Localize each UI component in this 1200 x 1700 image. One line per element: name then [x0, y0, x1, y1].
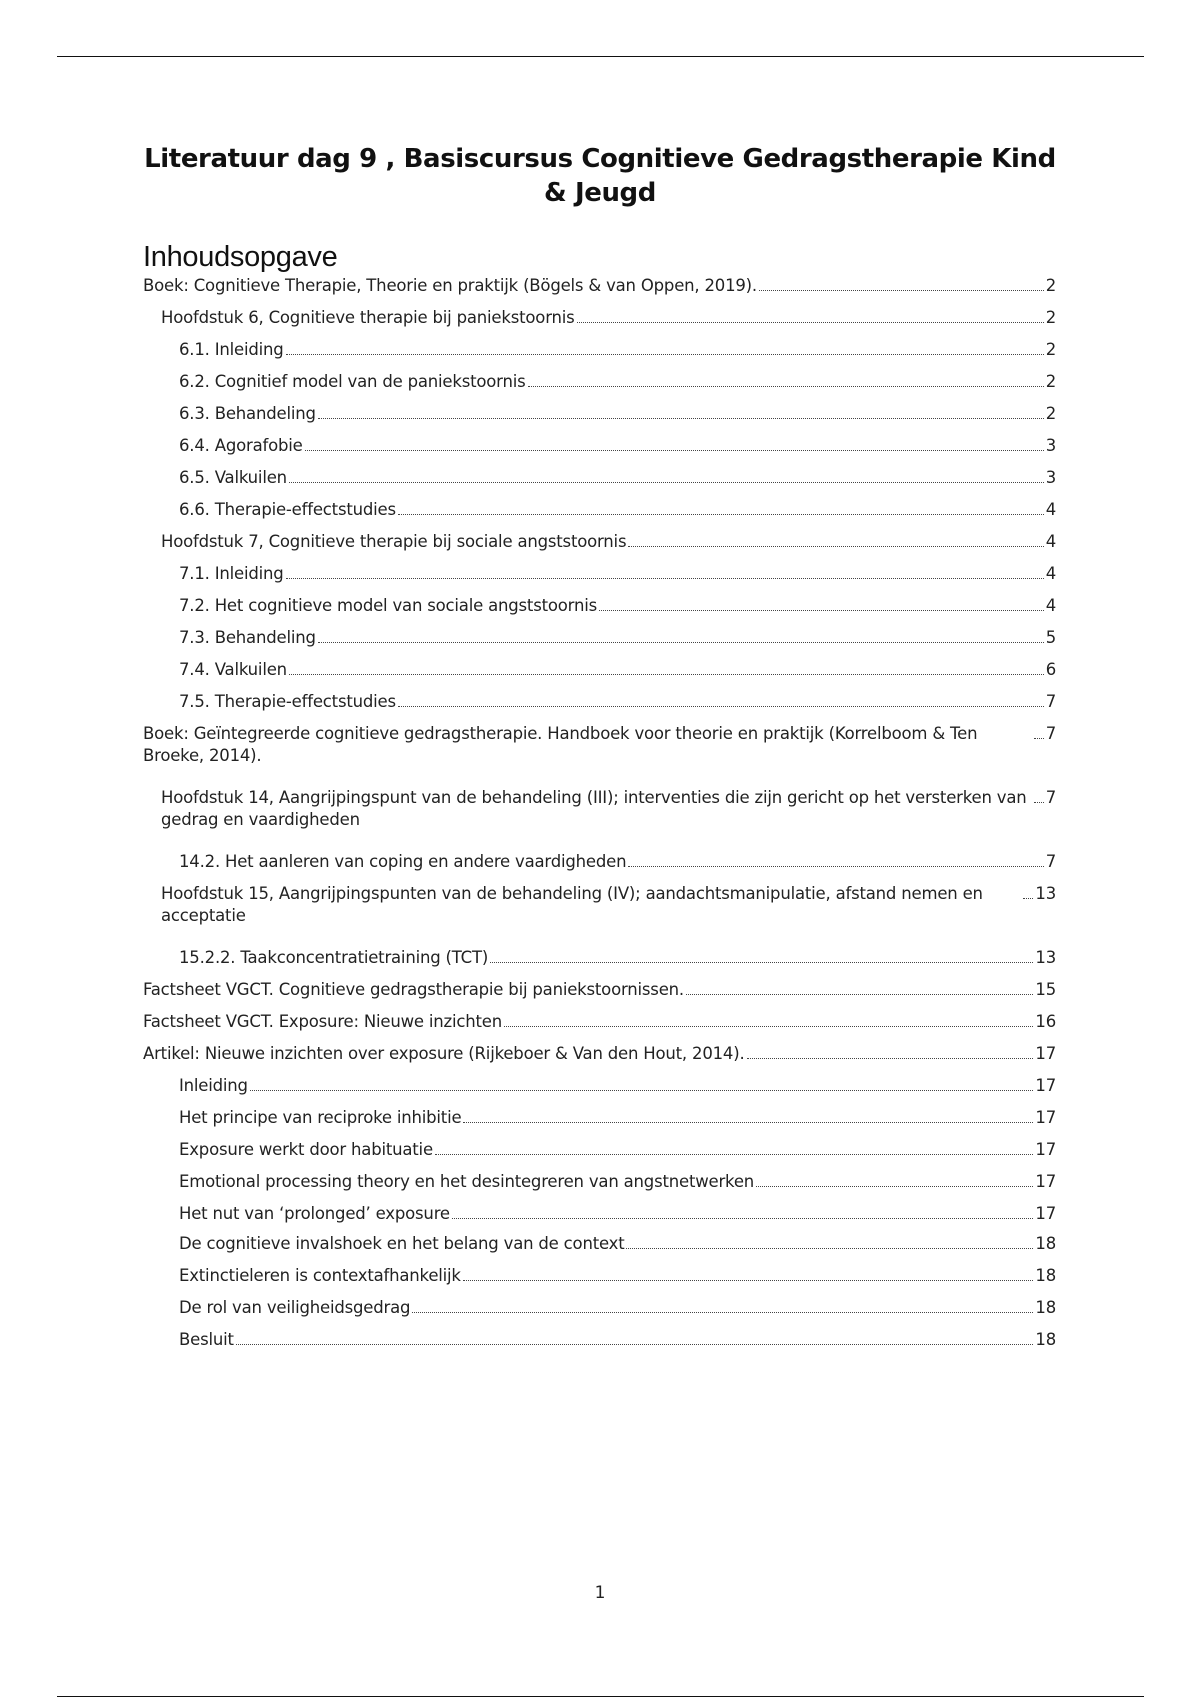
- toc-entry[interactable]: [143, 275, 1056, 297]
- toc-entry[interactable]: [179, 595, 1056, 617]
- toc-entry-page: 4: [1045, 596, 1056, 615]
- toc-entry-page: 17: [1035, 1172, 1056, 1191]
- toc-entry-title: Het principe van reciproke inhibitie: [179, 1108, 462, 1127]
- toc-heading: Inhoudsopgave: [143, 241, 338, 273]
- toc-leader-dots: [286, 354, 1044, 355]
- toc-entry-title: Besluit: [179, 1330, 234, 1349]
- toc-entry-title: Artikel: Nieuwe inzichten over exposure (Rijkeboer & Van den Hout, 2014).: [143, 1044, 745, 1063]
- toc-entry-title: 15.2.2. Taakconcentratietraining (TCT): [179, 948, 489, 967]
- toc-entry[interactable]: [179, 403, 1056, 425]
- toc-entry-title: 7.4. Valkuilen: [179, 660, 287, 679]
- document-title: Literatuur dag 9 , Basiscursus Cognitieve Gedragstherapie Kind & Jeugd: [144, 144, 1056, 208]
- toc-entry-page: 2: [1045, 340, 1056, 359]
- toc-entry-title: Hoofdstuk 15, Aangrijpingspunten van de behandeling (IV); aandachtsmanipulatie, afstand nemen en acceptatie: [161, 884, 983, 925]
- toc-entry[interactable]: [179, 659, 1056, 681]
- toc-entry-page: 4: [1045, 500, 1056, 519]
- toc-leader-dots: [759, 290, 1044, 291]
- toc-entry[interactable]: [179, 691, 1056, 713]
- toc-entry[interactable]: [179, 435, 1056, 457]
- toc-entry-page: 4: [1045, 532, 1056, 551]
- toc-leader-dots: [628, 866, 1043, 867]
- toc-entry-page: 18: [1035, 1330, 1056, 1349]
- toc-leader-dots: [463, 1280, 1034, 1281]
- toc-entry[interactable]: [143, 1011, 1056, 1033]
- toc-entry-title: 6.3. Behandeling: [179, 404, 316, 423]
- toc-entry-page: 13: [1035, 948, 1056, 967]
- toc-entry-page: 7: [1045, 852, 1056, 871]
- toc-entry-title: De cognitieve invalshoek en het belang van de context: [179, 1234, 625, 1253]
- toc-entry[interactable]: [179, 339, 1056, 361]
- toc-entry-page: 13: [1035, 884, 1056, 903]
- toc-entry-title: 7.5. Therapie-effectstudies: [179, 692, 396, 711]
- toc-leader-dots: [435, 1154, 1033, 1155]
- toc-entry-title: 7.2. Het cognitieve model van sociale angststoornis: [179, 596, 597, 615]
- toc-entry[interactable]: [179, 947, 1056, 969]
- toc-entry[interactable]: [179, 1107, 1056, 1129]
- toc-leader-dots: [599, 610, 1044, 611]
- toc-entry-title: Het nut van ‘prolonged’ exposure: [179, 1204, 450, 1223]
- toc-entry[interactable]: [179, 627, 1056, 649]
- page-number: 1: [594, 1583, 606, 1603]
- toc-entry-title: 6.2. Cognitief model van de paniekstoornis: [179, 372, 526, 391]
- toc-leader-dots: [756, 1186, 1033, 1187]
- toc-entry[interactable]: [161, 307, 1056, 329]
- toc-leader-dots: [628, 546, 1043, 547]
- toc-entry[interactable]: [143, 1043, 1056, 1065]
- toc-entry-page: 17: [1035, 1108, 1056, 1127]
- toc-leader-dots: [490, 962, 1033, 963]
- toc-leader-dots: [318, 418, 1044, 419]
- toc-entry-page: 7: [1045, 724, 1056, 743]
- toc-entry-title: Boek: Geïntegreerde cognitieve gedragstherapie. Handboek voor theorie en praktijk (Korrelboom & Ten Broeke, 2014).: [143, 724, 978, 765]
- toc-leader-dots: [463, 1122, 1033, 1123]
- toc-leader-dots: [1034, 802, 1044, 803]
- toc-entry-title: 6.6. Therapie-effectstudies: [179, 500, 396, 519]
- toc-entry-title: Boek: Cognitieve Therapie, Theorie en praktijk (Bögels & van Oppen, 2019).: [143, 276, 757, 295]
- toc-entry-title: 6.4. Agorafobie: [179, 436, 303, 455]
- toc-entry[interactable]: [179, 1233, 1056, 1255]
- toc-entry-page: 17: [1035, 1204, 1056, 1223]
- toc-entry-page: 7: [1045, 788, 1056, 807]
- toc-entry-page: 3: [1045, 468, 1056, 487]
- toc-entry-page: 18: [1035, 1298, 1056, 1317]
- toc-entry-page: 2: [1045, 372, 1056, 391]
- toc-entry[interactable]: [179, 371, 1056, 393]
- toc-leader-dots: [305, 450, 1044, 451]
- toc-entry[interactable]: [179, 1265, 1056, 1287]
- toc-leader-dots: [528, 386, 1044, 387]
- toc-entry[interactable]: [179, 1139, 1056, 1161]
- toc-entry[interactable]: [179, 499, 1056, 521]
- toc-entry-page: 2: [1045, 308, 1056, 327]
- toc-leader-dots: [236, 1344, 1034, 1345]
- toc-entry[interactable]: [179, 563, 1056, 585]
- toc-leader-dots: [318, 642, 1044, 643]
- toc-entry-page: 17: [1035, 1076, 1056, 1095]
- toc-entry-title: 6.5. Valkuilen: [179, 468, 287, 487]
- toc-entry-title: Hoofdstuk 6, Cognitieve therapie bij paniekstoornis: [161, 308, 575, 327]
- toc-leader-dots: [250, 1090, 1034, 1091]
- toc-entry-title: 7.1. Inleiding: [179, 564, 284, 583]
- toc-entry-title: 7.3. Behandeling: [179, 628, 316, 647]
- toc-entry-title: Factsheet VGCT. Cognitieve gedragstherapie bij paniekstoornissen.: [143, 980, 684, 999]
- toc-leader-dots: [747, 1058, 1034, 1059]
- toc-entry[interactable]: [179, 1075, 1056, 1097]
- toc-entry-title: Hoofdstuk 14, Aangrijpingspunt van de behandeling (III); interventies die zijn gericht op het versterken van gedrag en vaardigheden: [161, 788, 1027, 829]
- toc-entry-page: 7: [1045, 692, 1056, 711]
- toc-entry-page: 15: [1035, 980, 1056, 999]
- toc-entry-title: De rol van veiligheidsgedrag: [179, 1298, 411, 1317]
- toc-leader-dots: [452, 1218, 1034, 1219]
- toc-leader-dots: [1034, 738, 1044, 739]
- toc-leader-dots: [412, 1312, 1033, 1313]
- toc-entry[interactable]: [143, 979, 1056, 1001]
- toc-entry-title: Hoofdstuk 7, Cognitieve therapie bij sociale angststoornis: [161, 532, 627, 551]
- toc-entry-title: 6.1. Inleiding: [179, 340, 284, 359]
- toc-leader-dots: [686, 994, 1033, 995]
- toc-entry-page: 18: [1035, 1234, 1056, 1253]
- toc-entry[interactable]: [179, 851, 1056, 873]
- toc-leader-dots: [289, 674, 1044, 675]
- toc-entry-page: 4: [1045, 564, 1056, 583]
- toc-entry-title: Extinctieleren is contextafhankelijk: [179, 1266, 461, 1285]
- toc-leader-dots: [504, 1026, 1033, 1027]
- toc-entry[interactable]: [179, 1329, 1056, 1351]
- toc-entry[interactable]: [143, 723, 1056, 767]
- toc-entry-title: Inleiding: [179, 1076, 248, 1095]
- header-rule: [57, 56, 1144, 57]
- toc-entry-title: Emotional processing theory en het desintegreren van angstnetwerken: [179, 1172, 755, 1191]
- toc-entry[interactable]: [179, 467, 1056, 489]
- toc-leader-dots: [626, 1248, 1033, 1249]
- toc-entry-page: 17: [1035, 1140, 1056, 1159]
- toc-entry-page: 17: [1035, 1044, 1056, 1063]
- toc-entry[interactable]: [161, 531, 1056, 553]
- toc-entry-title: Exposure werkt door habituatie: [179, 1140, 433, 1159]
- toc-entry-page: 6: [1045, 660, 1056, 679]
- toc-entry[interactable]: [161, 787, 1056, 831]
- toc-entry[interactable]: [179, 1203, 1056, 1225]
- toc-entry-page: 3: [1045, 436, 1056, 455]
- toc-entry-title: 14.2. Het aanleren van coping en andere vaardigheden: [179, 852, 627, 871]
- toc-leader-dots: [398, 706, 1044, 707]
- toc-leader-dots: [577, 322, 1044, 323]
- toc-leader-dots: [398, 514, 1044, 515]
- toc-leader-dots: [286, 578, 1044, 579]
- toc-entry[interactable]: [161, 883, 1056, 927]
- toc-entry-page: 18: [1035, 1266, 1056, 1285]
- footer-rule: [57, 1696, 1144, 1697]
- toc-leader-dots: [1023, 898, 1033, 899]
- toc-leader-dots: [289, 482, 1044, 483]
- toc-entry-page: 2: [1045, 276, 1056, 295]
- toc-entry[interactable]: [179, 1297, 1056, 1319]
- toc-entry-page: 5: [1045, 628, 1056, 647]
- toc-entry-page: 16: [1035, 1012, 1056, 1031]
- toc-entry[interactable]: [179, 1171, 1056, 1193]
- toc-entry-page: 2: [1045, 404, 1056, 423]
- toc-entry-title: Factsheet VGCT. Exposure: Nieuwe inzichten: [143, 1012, 503, 1031]
